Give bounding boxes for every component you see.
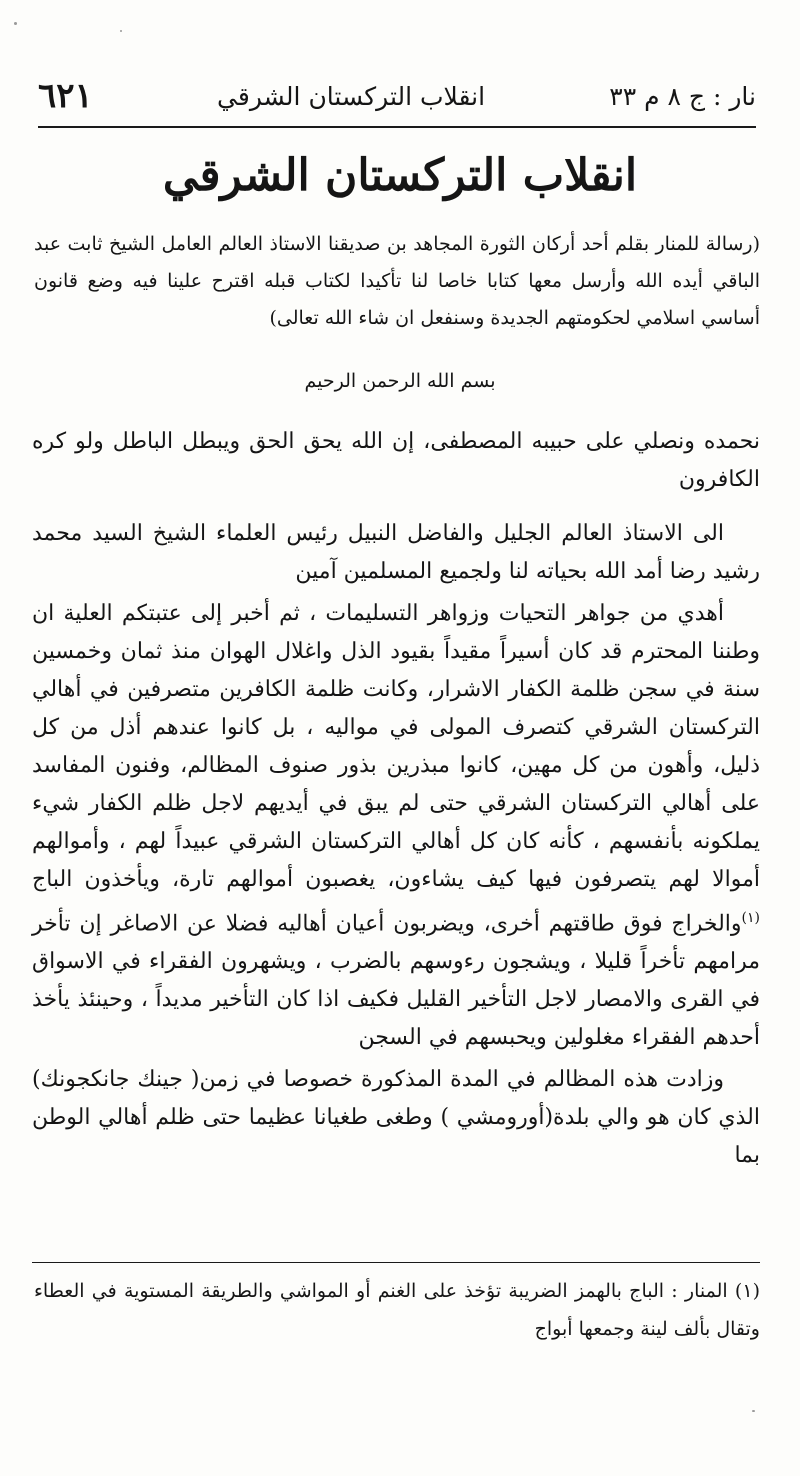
scan-speck: [752, 1410, 755, 1412]
article-body: [32, 423, 760, 1191]
basmala: بسم الله الرحمن الرحيم: [304, 370, 496, 392]
footnote: (١) المنار : الباج بالهمز الضريبة تؤخذ على الغنم أو المواشي والطريقة المستوية في العطاء وتقال بألف لينة وجمعها أبواج: [34, 1280, 760, 1340]
scan-speck: [120, 30, 122, 32]
paragraph-salutation: الى الاستاذ العالم الجليل والفاضل النبيل رئيس العلماء الشيخ السيد محمد رشيد رضا أمد الله بحياته لنا ولجميع المسلمين آمين: [32, 521, 760, 584]
running-header: [38, 72, 756, 120]
paragraph-main: [32, 595, 760, 1057]
paragraph-governor: وزادت هذه المظالم في المدة المذكورة خصوصا في زمن( جينك جانكجونك) الذي كان هو والي بلدة(أورومشي ) وطغى طغيانا عظيما حتى ظلم أهالي الوطن بما: [32, 1067, 760, 1169]
running-title: انقلاب التركستان الشرقي: [217, 81, 486, 111]
paragraph-main-continued: والخراج فوق طاقتهم أخرى، ويضربون أعيان أهاليه فضلا عن الاصاغر إن تأخر مرامهم تأخراً قليلا ، ويشجون رءوسهم بالضرب ، ويشهرون الفقراء في الاسواق في القرى والامصار لاجل التأخير القليل فكيف اذا كان التأخير مديداً ، وحينئذ يأخذ أحدهم الفقراء مغلولين ويحبسهم في السجن: [32, 911, 760, 1051]
paragraph-praise: نحمده ونصلي على حبيبه المصطفى، إن الله يحق الحق ويبطل الباطل ولو كره الكافرون: [32, 429, 760, 492]
paragraph-main-text: أهدي من جواهر التحيات وزواهر التسليمات ، ثم أخبر إلى عتبتكم العلية ان وطننا المحترم قد كان أسيراً مقيداً بقيود الذل واغلال الهوان منذ ثمان وخمسين سنة في سجن ظلمة الكفار الاشرار، وكانت ظلمة الكافرين متصرفين في أهالي التركستان الشرقي كتصرف المولى في مواليه ، بل كانوا عندهم أذل من كل ذليل، وأهون من كل مهين، كانوا مبذرين بذور صنوف المظالم، وفنون المفاسد على أهالي التركستان الشرقي حتى لم يبق في أيديهم لاجل ظلم الكفار شيء يملكونه بأنفسهم ، كأنه كان كل أهالي التركستان الشرقي عبيداً لهم ، وأموالهم أموالا لهم يتصرفون فيها كيف يشاءون، يغصبون أموالهم تارة، ويأخذون الباج: [32, 601, 760, 892]
article-title: انقلاب التركستان الشرقي: [162, 150, 638, 201]
scan-speck: [14, 22, 17, 25]
journal-reference: نار : ج ٨ م ٣٣: [609, 81, 756, 111]
article-intro: (رسالة للمنار بقلم أحد أركان الثورة المجاهد بن صديقنا الاستاذ العالم العامل الشيخ ثابت عبد الباقي أيده الله وأرسل معها كتابا خاصا لنا تأكيدا لكتاب قبله اقترح علينا فيه وضع قانون أساسي اسلامي لحكومتهم الجديدة وسنفعل ان شاء الله تعالى): [34, 233, 760, 329]
footnote-marker: (١): [741, 910, 760, 926]
footnote-rule: [32, 1262, 760, 1263]
header-rule: [38, 126, 756, 128]
page-number: ٦٢١: [38, 76, 93, 116]
